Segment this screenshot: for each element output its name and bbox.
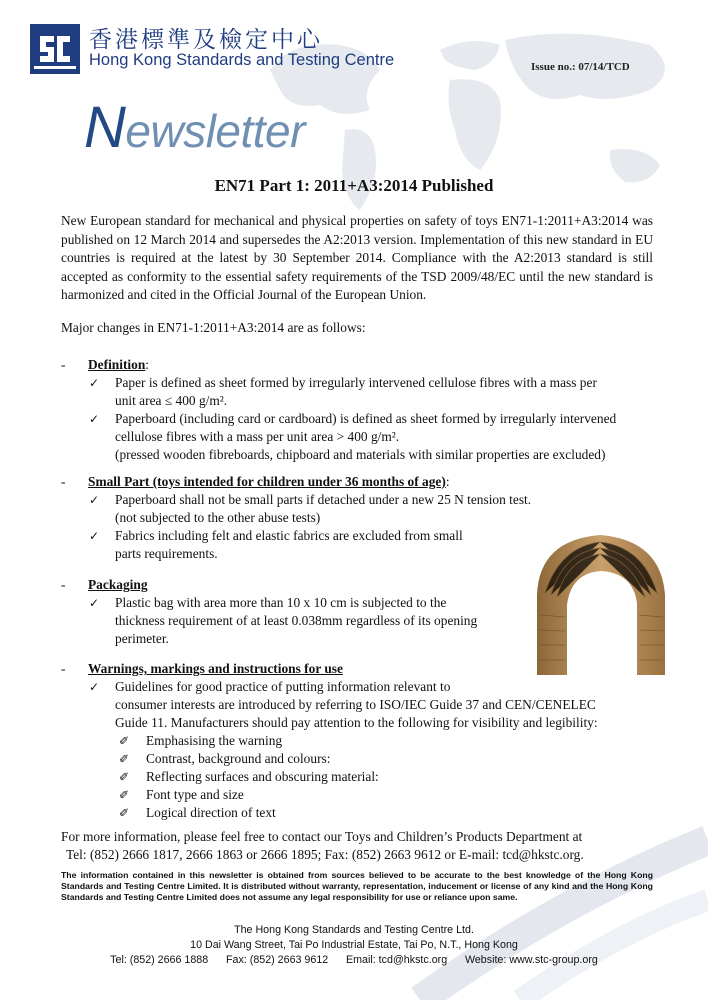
section-heading: [88, 660, 343, 678]
org-name-english: Hong Kong Standards and Testing Centre: [89, 51, 395, 69]
pen-icon: ✐: [119, 770, 130, 784]
pen-icon: ✐: [119, 752, 130, 766]
newsletter-initial: N: [84, 95, 126, 160]
heading-colon: :: [445, 474, 450, 489]
check-icon: ✓: [88, 412, 100, 426]
legibility-item: Emphasising the warning: [146, 733, 283, 748]
small-part-item-text: Fabrics including felt and elastic fabrics are excluded from small: [115, 528, 463, 543]
pen-icon: ✐: [119, 788, 130, 802]
bullet-dash: -: [61, 474, 66, 489]
definition-item-text: unit area ≤ 400 g/m².: [115, 393, 228, 408]
definition-item-text: Paper is defined as sheet formed by irregularly intervened cellulose fibres with a mass per: [115, 375, 597, 390]
section-heading-text: Definition: [88, 357, 146, 372]
check-icon: ✓: [88, 529, 100, 543]
intro-paragraph: New European standard for mechanical and physical properties on safety of toys EN71-1:2011+A3:2014 was published on 12 March 2014 and supersedes the A2:2013 version. Implementation of this new standard in EU countries is required at the latest by 30 September 2014. Compliance with the A2:2013 standard is still accepted as conformity to the essential safety requirements of the TSD 2009/48/EC until the new standard is harmonized and cited in the Official Journal of the European Union.: [61, 213, 653, 303]
pen-icon: ✐: [119, 806, 130, 820]
packaging-item-text: Plastic bag with area more than 10 x 10 cm is subjected to the: [115, 595, 447, 610]
contact-line-2: Tel: (852) 2666 1817, 2666 1863 or 2666 1895; Fax: (852) 2663 9612 or E-mail: tcd@hkstc.org.: [66, 847, 584, 863]
legibility-item: Reflecting surfaces and obscuring material:: [146, 769, 379, 784]
bullet-dash: -: [61, 661, 66, 676]
section-heading: [88, 473, 450, 491]
check-icon: ✓: [88, 376, 100, 390]
footer-address: 10 Dai Wang Street, Tai Po Industrial Estate, Tai Po, N.T., Hong Kong: [190, 939, 518, 951]
contact-line-1: For more information, please feel free to contact our Toys and Children’s Products Department at: [61, 829, 583, 844]
warnings-item-text: Guide 11. Manufacturers should pay attention to the following for visibility and legibility:: [115, 715, 598, 730]
section-heading: [88, 576, 148, 594]
section-definition: [61, 356, 661, 466]
section-heading-text: Packaging: [88, 577, 148, 592]
small-part-item-text: (not subjected to the other abuse tests): [115, 510, 321, 525]
section-warnings: [61, 660, 661, 820]
bullet-dash: -: [61, 357, 66, 372]
stc-logo-icon: [30, 24, 80, 74]
article-title: EN71 Part 1: 2011+A3:2014 Published: [214, 176, 494, 195]
bullet-dash: -: [61, 577, 66, 592]
section-heading-text: Small Part (toys intended for children under 36 months of age): [88, 474, 446, 489]
packaging-item-text: perimeter.: [115, 631, 169, 646]
folded-cardboard-photo: [525, 525, 675, 680]
newsletter-wordmark: [84, 94, 305, 161]
footer-contacts: Tel: (852) 2666 1888 Fax: (852) 2663 9612 Email: tcd@hkstc.org Website: www.stc-group.org: [110, 954, 598, 966]
definition-item-text: cellulose fibres with a mass per unit area > 400 g/m².: [115, 429, 400, 444]
newsletter-rest: ewsletter: [125, 105, 305, 157]
section-heading: [88, 356, 149, 374]
check-icon: ✓: [88, 680, 100, 694]
legibility-item: Logical direction of text: [146, 805, 276, 820]
packaging-item-text: thickness requirement of at least 0.038mm regardless of its opening: [115, 613, 478, 628]
small-part-item-text: parts requirements.: [115, 546, 218, 561]
pen-icon: ✐: [119, 734, 130, 748]
contact-block: [61, 828, 584, 865]
org-name-chinese: 香港標準及檢定中心: [89, 27, 323, 53]
footer-company: The Hong Kong Standards and Testing Centre Ltd.: [234, 924, 474, 936]
definition-item-text: (pressed wooden fibreboards, chipboard and materials with similar properties are excluded): [115, 447, 606, 462]
issue-number: Issue no.: 07/14/TCD: [531, 61, 630, 73]
major-changes-lead: Major changes in EN71-1:2011+A3:2014 are as follows:: [61, 320, 366, 335]
legibility-item: Font type and size: [146, 787, 244, 802]
definition-item-text: Paperboard (including card or cardboard) is defined as sheet formed by irregularly intervened: [115, 411, 617, 426]
legibility-item: Contrast, background and colours:: [146, 751, 331, 766]
heading-colon: :: [145, 357, 150, 372]
small-part-item-text: Paperboard shall not be small parts if detached under a new 25 N tension test.: [115, 492, 532, 507]
check-icon: ✓: [88, 596, 100, 610]
disclaimer: The information contained in this newsletter is obtained from sources believed to be accurate to the best knowledge of the Hong Kong Standards and Testing Centre Limited. It is distributed without warranty, representation, inducement or license of any kind and the Hong Kong Standards and Testing Centre Limited does not assume any legal responsibility for use or reliance upon same.: [61, 870, 653, 902]
check-icon: ✓: [88, 493, 100, 507]
warnings-item-text: Guidelines for good practice of putting information relevant to: [115, 679, 451, 694]
warnings-item-text: consumer interests are introduced by referring to ISO/IEC Guide 37 and CEN/CENELEC: [115, 697, 596, 712]
section-heading-text: Warnings, markings and instructions for use: [88, 661, 343, 676]
